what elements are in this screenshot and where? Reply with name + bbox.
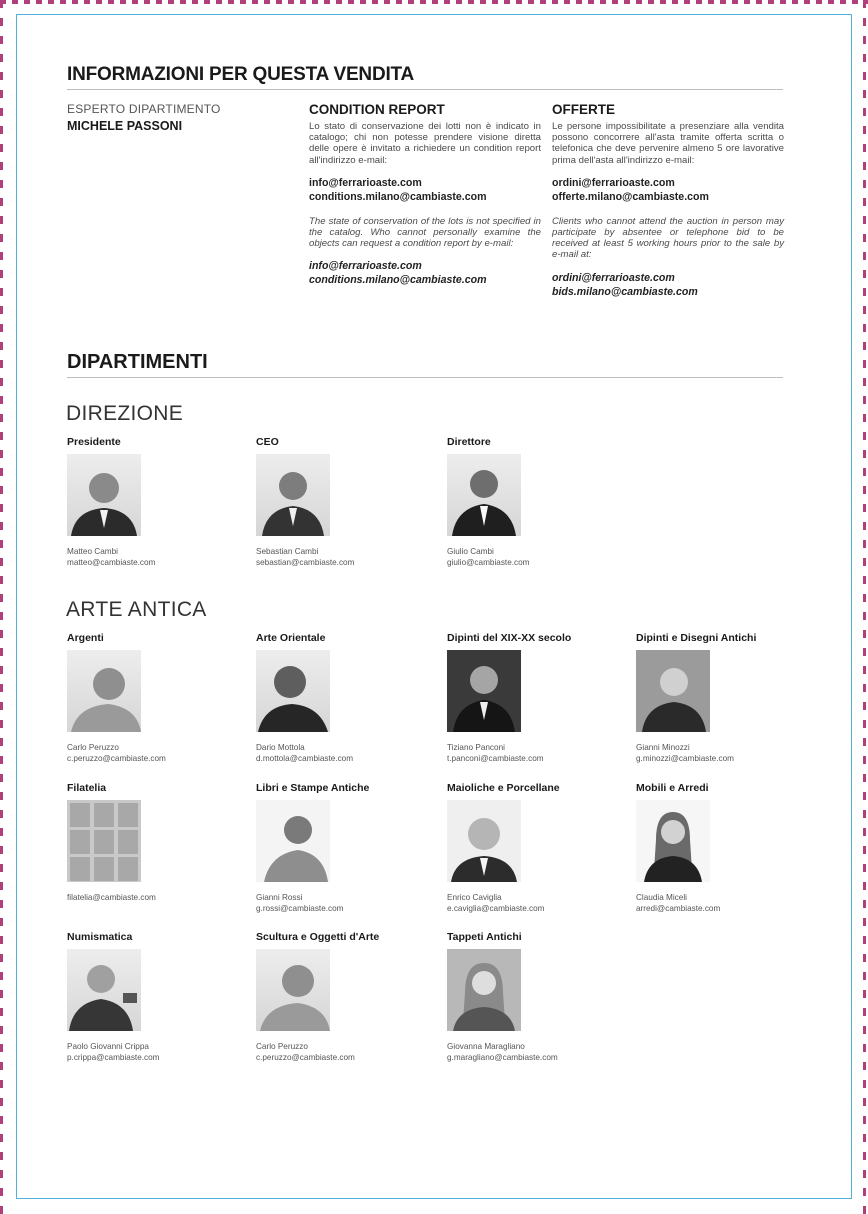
offerte-email-it-1[interactable]: ordini@ferrarioaste.com <box>552 176 675 189</box>
person-name: Dario Mottola <box>256 743 305 752</box>
person-name: Tiziano Panconi <box>447 743 505 752</box>
person-role: Libri e Stampe Antiche <box>256 782 370 794</box>
person-name: Matteo Cambi <box>67 547 118 556</box>
person-card-ceo <box>256 436 426 568</box>
person-card-presidente <box>67 436 237 568</box>
person-card-maioliche <box>447 782 617 914</box>
person-role: CEO <box>256 436 279 448</box>
person-role: Dipinti del XIX-XX secolo <box>447 632 572 644</box>
person-email[interactable]: p.crippa@cambiaste.com <box>67 1053 160 1062</box>
person-email[interactable]: g.minozzi@cambiaste.com <box>636 754 734 763</box>
portrait-photo <box>636 800 710 882</box>
portrait-photo <box>67 454 141 536</box>
title-rule <box>67 89 783 90</box>
person-name: Claudia Miceli <box>636 893 687 902</box>
person-email[interactable]: c.peruzzo@cambiaste.com <box>256 1053 355 1062</box>
person-name: Paolo Giovanni Crippa <box>67 1042 149 1051</box>
person-email[interactable]: g.rossi@cambiaste.com <box>256 904 344 913</box>
portrait-photo <box>447 650 521 732</box>
person-email[interactable]: g.maragliano@cambiaste.com <box>447 1053 558 1062</box>
person-role: Arte Orientale <box>256 632 326 644</box>
person-email[interactable]: t.panconi@cambiaste.com <box>447 754 544 763</box>
person-email[interactable]: arredi@cambiaste.com <box>636 904 721 913</box>
departments-rule <box>67 377 783 378</box>
offerte-text-it: Le persone impossibilitate a presenziare alla vendita possono concorrere all'asta tramite offerta scritta o telefonica che deve pervenire almeno 5 ore lavorative prima dell'asta all'indirizzo e-mail: <box>552 121 784 166</box>
person-role: Direttore <box>447 436 491 448</box>
trim-marks-left <box>0 0 3 1214</box>
condition-report-text-it: Lo stato di conservazione dei lotti non è indicato in catalogo; chi non potesse prendere visione diretta delle opere è invitato a richiedere un condition report all'indirizzo e-mail: <box>309 121 541 166</box>
portrait-photo <box>256 949 330 1031</box>
trim-marks-top <box>0 0 868 4</box>
condition-report-text-en: The state of conservation of the lots is not specified in the catalog. Who cannot personally examine the objects can request a condition report by e-mail: <box>309 215 541 250</box>
person-email[interactable]: matteo@cambiaste.com <box>67 558 156 567</box>
person-email[interactable]: filatelia@cambiaste.com <box>67 893 156 902</box>
person-card-mobili-arredi <box>636 782 806 914</box>
portrait-photo <box>447 454 521 536</box>
person-name: Enrico Caviglia <box>447 893 502 902</box>
person-card-dipinti-xix-xx <box>447 632 617 764</box>
person-email[interactable]: e.caviglia@cambiaste.com <box>447 904 545 913</box>
expert-kicker: ESPERTO DIPARTIMENTO <box>67 102 221 116</box>
offerte-email-en-2[interactable]: bids.milano@cambiaste.com <box>552 285 698 298</box>
person-role: Argenti <box>67 632 104 644</box>
person-name: Carlo Peruzzo <box>256 1042 308 1051</box>
person-role: Dipinti e Disegni Antichi <box>636 632 757 644</box>
person-card-tappeti <box>447 931 617 1063</box>
person-email[interactable]: giulio@cambiaste.com <box>447 558 530 567</box>
expert-name: MICHELE PASSONI <box>67 119 183 133</box>
person-name: Gianni Minozzi <box>636 743 690 752</box>
person-card-numismatica <box>67 931 237 1063</box>
condition-email-en-1[interactable]: info@ferrarioaste.com <box>309 260 422 273</box>
person-email[interactable]: d.mottola@cambiaste.com <box>256 754 354 763</box>
portrait-photo <box>447 949 521 1031</box>
page-title: INFORMAZIONI PER QUESTA VENDITA <box>67 64 415 85</box>
arte-antica-title: ARTE ANTICA <box>66 598 207 621</box>
person-card-direttore <box>447 436 617 568</box>
offerte-column <box>552 102 784 299</box>
portrait-photo <box>256 650 330 732</box>
person-role: Scultura e Oggetti d'Arte <box>256 931 380 943</box>
offerte-email-en-1[interactable]: ordini@ferrarioaste.com <box>552 271 675 284</box>
portrait-photo <box>447 800 521 882</box>
person-email[interactable]: sebastian@cambiaste.com <box>256 558 355 567</box>
person-card-filatelia <box>67 782 237 903</box>
portrait-photo <box>67 650 141 732</box>
offerte-title: OFFERTE <box>552 102 615 117</box>
portrait-photo <box>636 650 710 732</box>
person-name: Carlo Peruzzo <box>67 743 119 752</box>
person-card-argenti <box>67 632 237 764</box>
condition-email-it-2[interactable]: conditions.milano@cambiaste.com <box>309 190 487 203</box>
portrait-photo <box>256 454 330 536</box>
person-card-libri-stampe <box>256 782 426 914</box>
condition-email-it-1[interactable]: info@ferrarioaste.com <box>309 176 422 189</box>
person-role: Presidente <box>67 436 121 448</box>
stamps-photo <box>67 800 141 882</box>
person-role: Tappeti Antichi <box>447 931 522 943</box>
condition-email-en-2[interactable]: conditions.milano@cambiaste.com <box>309 274 487 287</box>
person-name: Giovanna Maragliano <box>447 1042 525 1051</box>
portrait-photo <box>67 949 141 1031</box>
person-role: Filatelia <box>67 782 107 794</box>
direzione-title: DIREZIONE <box>66 402 184 425</box>
trim-marks-right <box>863 0 866 1214</box>
person-card-arte-orientale <box>256 632 426 764</box>
condition-report-title: CONDITION REPORT <box>309 102 445 117</box>
expert-column <box>67 102 267 133</box>
person-role: Maioliche e Porcellane <box>447 782 560 794</box>
person-name: Giulio Cambi <box>447 547 494 556</box>
portrait-photo <box>256 800 330 882</box>
person-role: Numismatica <box>67 931 133 943</box>
departments-title: DIPARTIMENTI <box>67 351 208 373</box>
person-email[interactable]: c.peruzzo@cambiaste.com <box>67 754 166 763</box>
person-card-dipinti-antichi <box>636 632 806 764</box>
offerte-email-it-2[interactable]: offerte.milano@cambiaste.com <box>552 190 709 203</box>
person-role: Mobili e Arredi <box>636 782 709 794</box>
person-name: Sebastian Cambi <box>256 547 319 556</box>
offerte-text-en: Clients who cannot attend the auction in person may participate by absentee or telephone bid to be received at least 5 working hours prior to the sale by e-mail at: <box>552 215 784 261</box>
person-card-scultura <box>256 931 426 1063</box>
person-name: Gianni Rossi <box>256 893 303 902</box>
condition-report-column <box>309 102 541 287</box>
